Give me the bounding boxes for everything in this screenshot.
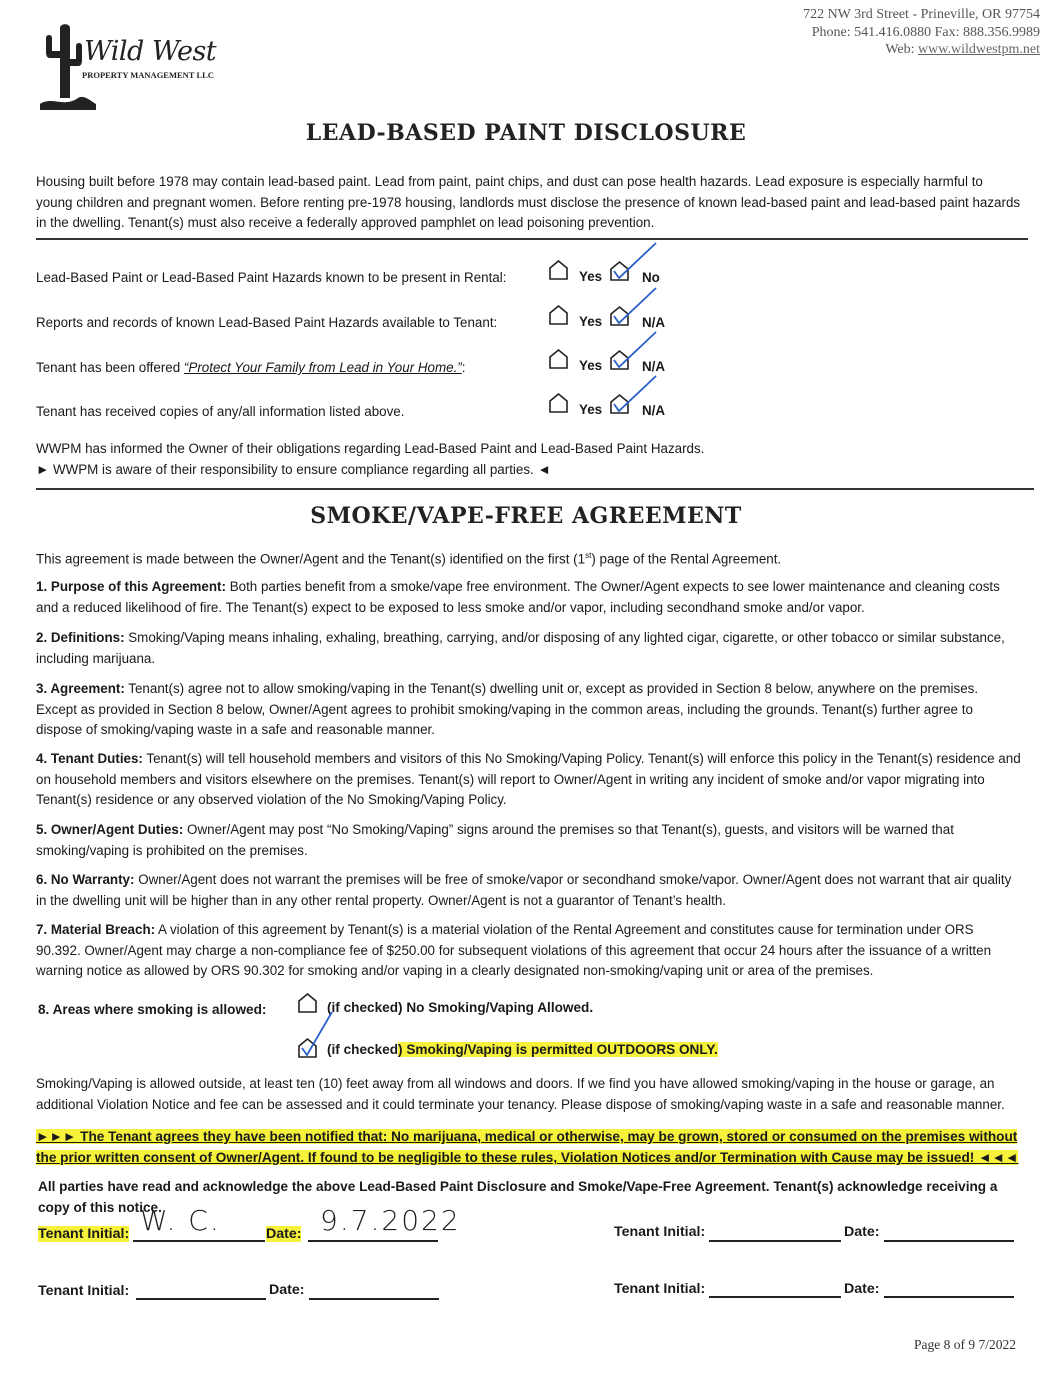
tenant-initial-field-1[interactable] xyxy=(133,1240,265,1242)
section-7: 7. Material Breach: A violation of this agreement by Tenant(s) is a material violation of the Rental Agreement and constitutes cause for termination under ORS 90.392. Owner/Agent may charge a non-compliance fee of $250.00 for subsequent violations of this agreement that occur 24 hours after the issuance of a written warning notice as allowed by ORS 90.302 for smoking and/or vaping in a clearly designated non-smoking/vaping unit or area of the premises. xyxy=(36,922,992,978)
tenant-initial-field-2[interactable] xyxy=(709,1240,841,1242)
company-web: Web: www.wildwestpm.net xyxy=(885,42,1040,57)
date-field-1[interactable] xyxy=(308,1240,438,1242)
lead-row-2-other-label: N/A xyxy=(642,315,666,330)
lead-note-1: WWPM has informed the Owner of their obligations regarding Lead-Based Paint and Lead-Based Paint Hazards. xyxy=(36,441,705,456)
section-6: 6. No Warranty: Owner/Agent does not warrant the premises will be free of smoke/vapor or secondhand smoke/vapor. Owner/Agent does not warrant that air quality in the dwelling unit will be higher than in any other rental property. Owner/Agent is not a guarantor of Tenant’s health. xyxy=(36,872,1012,908)
date-label-1: Date: xyxy=(266,1226,302,1242)
outdoors-option-label: (if checked) Smoking/Vaping is permitted OUTDOORS ONLY. xyxy=(327,1042,718,1057)
company-phone: Phone: 541.416.0880 Fax: 888.356.9989 xyxy=(811,24,1040,40)
tenant-initial-label-1: Tenant Initial: xyxy=(38,1226,130,1242)
tenant-initial-label-2: Tenant Initial: xyxy=(614,1224,706,1240)
divider xyxy=(36,488,1034,490)
lead-row-1-label: Lead-Based Paint or Lead-Based Paint Hazards known to be present in Rental: xyxy=(36,270,507,285)
logo-name: Wild West xyxy=(84,36,217,67)
date-field-4[interactable] xyxy=(884,1296,1014,1298)
lead-row-4-other-label: N/A xyxy=(642,403,666,418)
lead-row-3-yes-checkbox[interactable] xyxy=(549,349,568,369)
date-label-3: Date: xyxy=(269,1282,305,1298)
lead-row-4-label: Tenant has received copies of any/all information listed above. xyxy=(36,404,405,419)
date-value-1: 9.7.2022 xyxy=(320,1204,461,1237)
areas-allowed-label: 8. Areas where smoking is allowed: xyxy=(38,1002,267,1017)
company-address: 722 NW 3rd Street - Prineville, OR 97754 xyxy=(803,7,1040,22)
outdoors-highlight: ) Smoking/Vaping is permitted OUTDOORS ONLY. xyxy=(398,1042,718,1057)
lead-row-2-label: Reports and records of known Lead-Based Paint Hazards available to Tenant: xyxy=(36,315,498,330)
lead-row-1-yes-label: Yes xyxy=(579,269,603,284)
tenant-initial-field-4[interactable] xyxy=(709,1296,841,1298)
no-smoking-option-label: (if checked) No Smoking/Vaping Allowed. xyxy=(327,1000,594,1015)
date-field-3[interactable] xyxy=(309,1298,439,1300)
lead-row-4-yes-label: Yes xyxy=(579,402,603,417)
outside-rules: Smoking/Vaping is allowed outside, at least ten (10) feet away from all windows and doors. If we find you have allowed smoking/vaping in the house or garage, an additional Violation Notice and fee can be assessed and it could terminate your tenancy. Please dispose of smoking/vaping waste in a safe and reasonable manner. xyxy=(36,1076,1005,1112)
logo-subtitle: PROPERTY MANAGEMENT LLC xyxy=(82,70,214,80)
lead-row-1-other-label: No xyxy=(642,270,660,285)
page-footer: Page 8 of 9 7/2022 xyxy=(914,1337,1016,1352)
lead-note-2: ► WWPM is aware of their responsibility to ensure compliance regarding all parties. ◄ xyxy=(36,462,551,477)
lead-row-2-yes-checkbox[interactable] xyxy=(549,305,568,325)
smoke-agreement-title: SMOKE/VAPE-FREE AGREEMENT xyxy=(310,503,742,529)
marijuana-notice: ►►► The Tenant agrees they have been notified that: No marijuana, medical or otherwise, may be grown, stored or consumed on the premises without the prior written consent of Owner/Agent. If found to be negligible to these rules, Violation Notices and/or Termination with Cause may be issued! ◄◄◄ xyxy=(36,1129,1019,1165)
acknowledgement: All parties have read and acknowledge the above Lead-Based Paint Disclosure and Smoke/Vape-Free Agreement. Tenant(s) acknowledge receiving a copy of this notice. xyxy=(38,1179,998,1215)
pamphlet-title: “Protect Your Family from Lead in Your Home.” xyxy=(183,360,462,375)
divider xyxy=(36,238,1028,240)
lead-row-3-label: Tenant has been offered “Protect Your Family from Lead in Your Home.”: xyxy=(36,360,466,375)
lead-intro: Housing built before 1978 may contain lead-based paint. Lead from paint, paint chips, and dust can pose health hazards. Lead exposure is especially harmful to young children and pregnant women. Before renting pre-1978 housing, landlords must disclose the presence of known lead-based paint and lead-based paint hazards in the dwelling. Tenant(s) must also receive a federally approved pamphlet on lead poisoning prevention. xyxy=(36,174,1021,230)
section-2: 2. Definitions: Smoking/Vaping means inhaling, exhaling, breathing, carrying, and/or disposing of any lighted cigar, cigarette, or other tobacco or similar substance, including marijuana. xyxy=(36,630,1005,666)
date-label-2: Date: xyxy=(844,1224,880,1240)
lead-row-1-yes-checkbox[interactable] xyxy=(549,260,568,280)
lead-row-3-yes-label: Yes xyxy=(579,358,603,373)
date-field-2[interactable] xyxy=(884,1240,1014,1242)
tenant-initial-field-3[interactable] xyxy=(136,1298,266,1300)
tenant-initial-value-1: W. C. xyxy=(140,1204,221,1237)
date-label-4: Date: xyxy=(844,1281,880,1297)
section-1: 1. Purpose of this Agreement: Both parties benefit from a smoke/vape free environment. The Owner/Agent expects to see lower maintenance and cleaning costs and a reduced likelihood of fire. The Tenant(s) expect to be exposed to less smoke and/or vapor, including secondhand smoke and/or vapor. xyxy=(36,579,1000,615)
section-5: 5. Owner/Agent Duties: Owner/Agent may post “No Smoking/Vaping” signs around the premises so that Tenant(s), guests, and visitors will be warned that smoking/vaping is prohibited on the premises. xyxy=(36,822,954,858)
lead-disclosure-title: LEAD-BASED PAINT DISCLOSURE xyxy=(305,120,747,146)
tenant-initial-label-4: Tenant Initial: xyxy=(614,1281,706,1297)
lead-row-3-other-label: N/A xyxy=(642,359,666,374)
tenant-initial-label-3: Tenant Initial: xyxy=(38,1283,130,1299)
lead-row-2-yes-label: Yes xyxy=(579,314,603,329)
lead-row-4-yes-checkbox[interactable] xyxy=(549,393,568,413)
smoke-intro: This agreement is made between the Owner/Agent and the Tenant(s) identified on the first (1st) page of the Rental Agreement. xyxy=(36,551,782,567)
website-link[interactable]: www.wildwestpm.net xyxy=(918,42,1040,57)
section-3: 3. Agreement: Tenant(s) agree not to allow smoking/vaping in the Tenant(s) dwelling unit or, except as provided in Section 8 below, anywhere on the premises. Except as provided in Section 8 below, Owner/Agent agrees to prohibit smoking/vaping in the common areas, including the grounds. Tenant(s) further agree to dispose of smoking/vaping waste in a safe and reasonable manner. xyxy=(36,681,979,737)
company-contact xyxy=(803,6,1040,59)
section-4: 4. Tenant Duties: Tenant(s) will tell household members and visitors of this No Smoking/Vaping Policy. Tenant(s) will enforce this policy in the Tenant(s) residence and on household members and visitors elsewhere on the premises. Tenant(s) will report to Owner/Agent in writing any incident of smoke and/or vapor migrating into Tenant(s) residence or any observed violation of the No Smoking/Vaping Policy. xyxy=(36,751,1021,807)
